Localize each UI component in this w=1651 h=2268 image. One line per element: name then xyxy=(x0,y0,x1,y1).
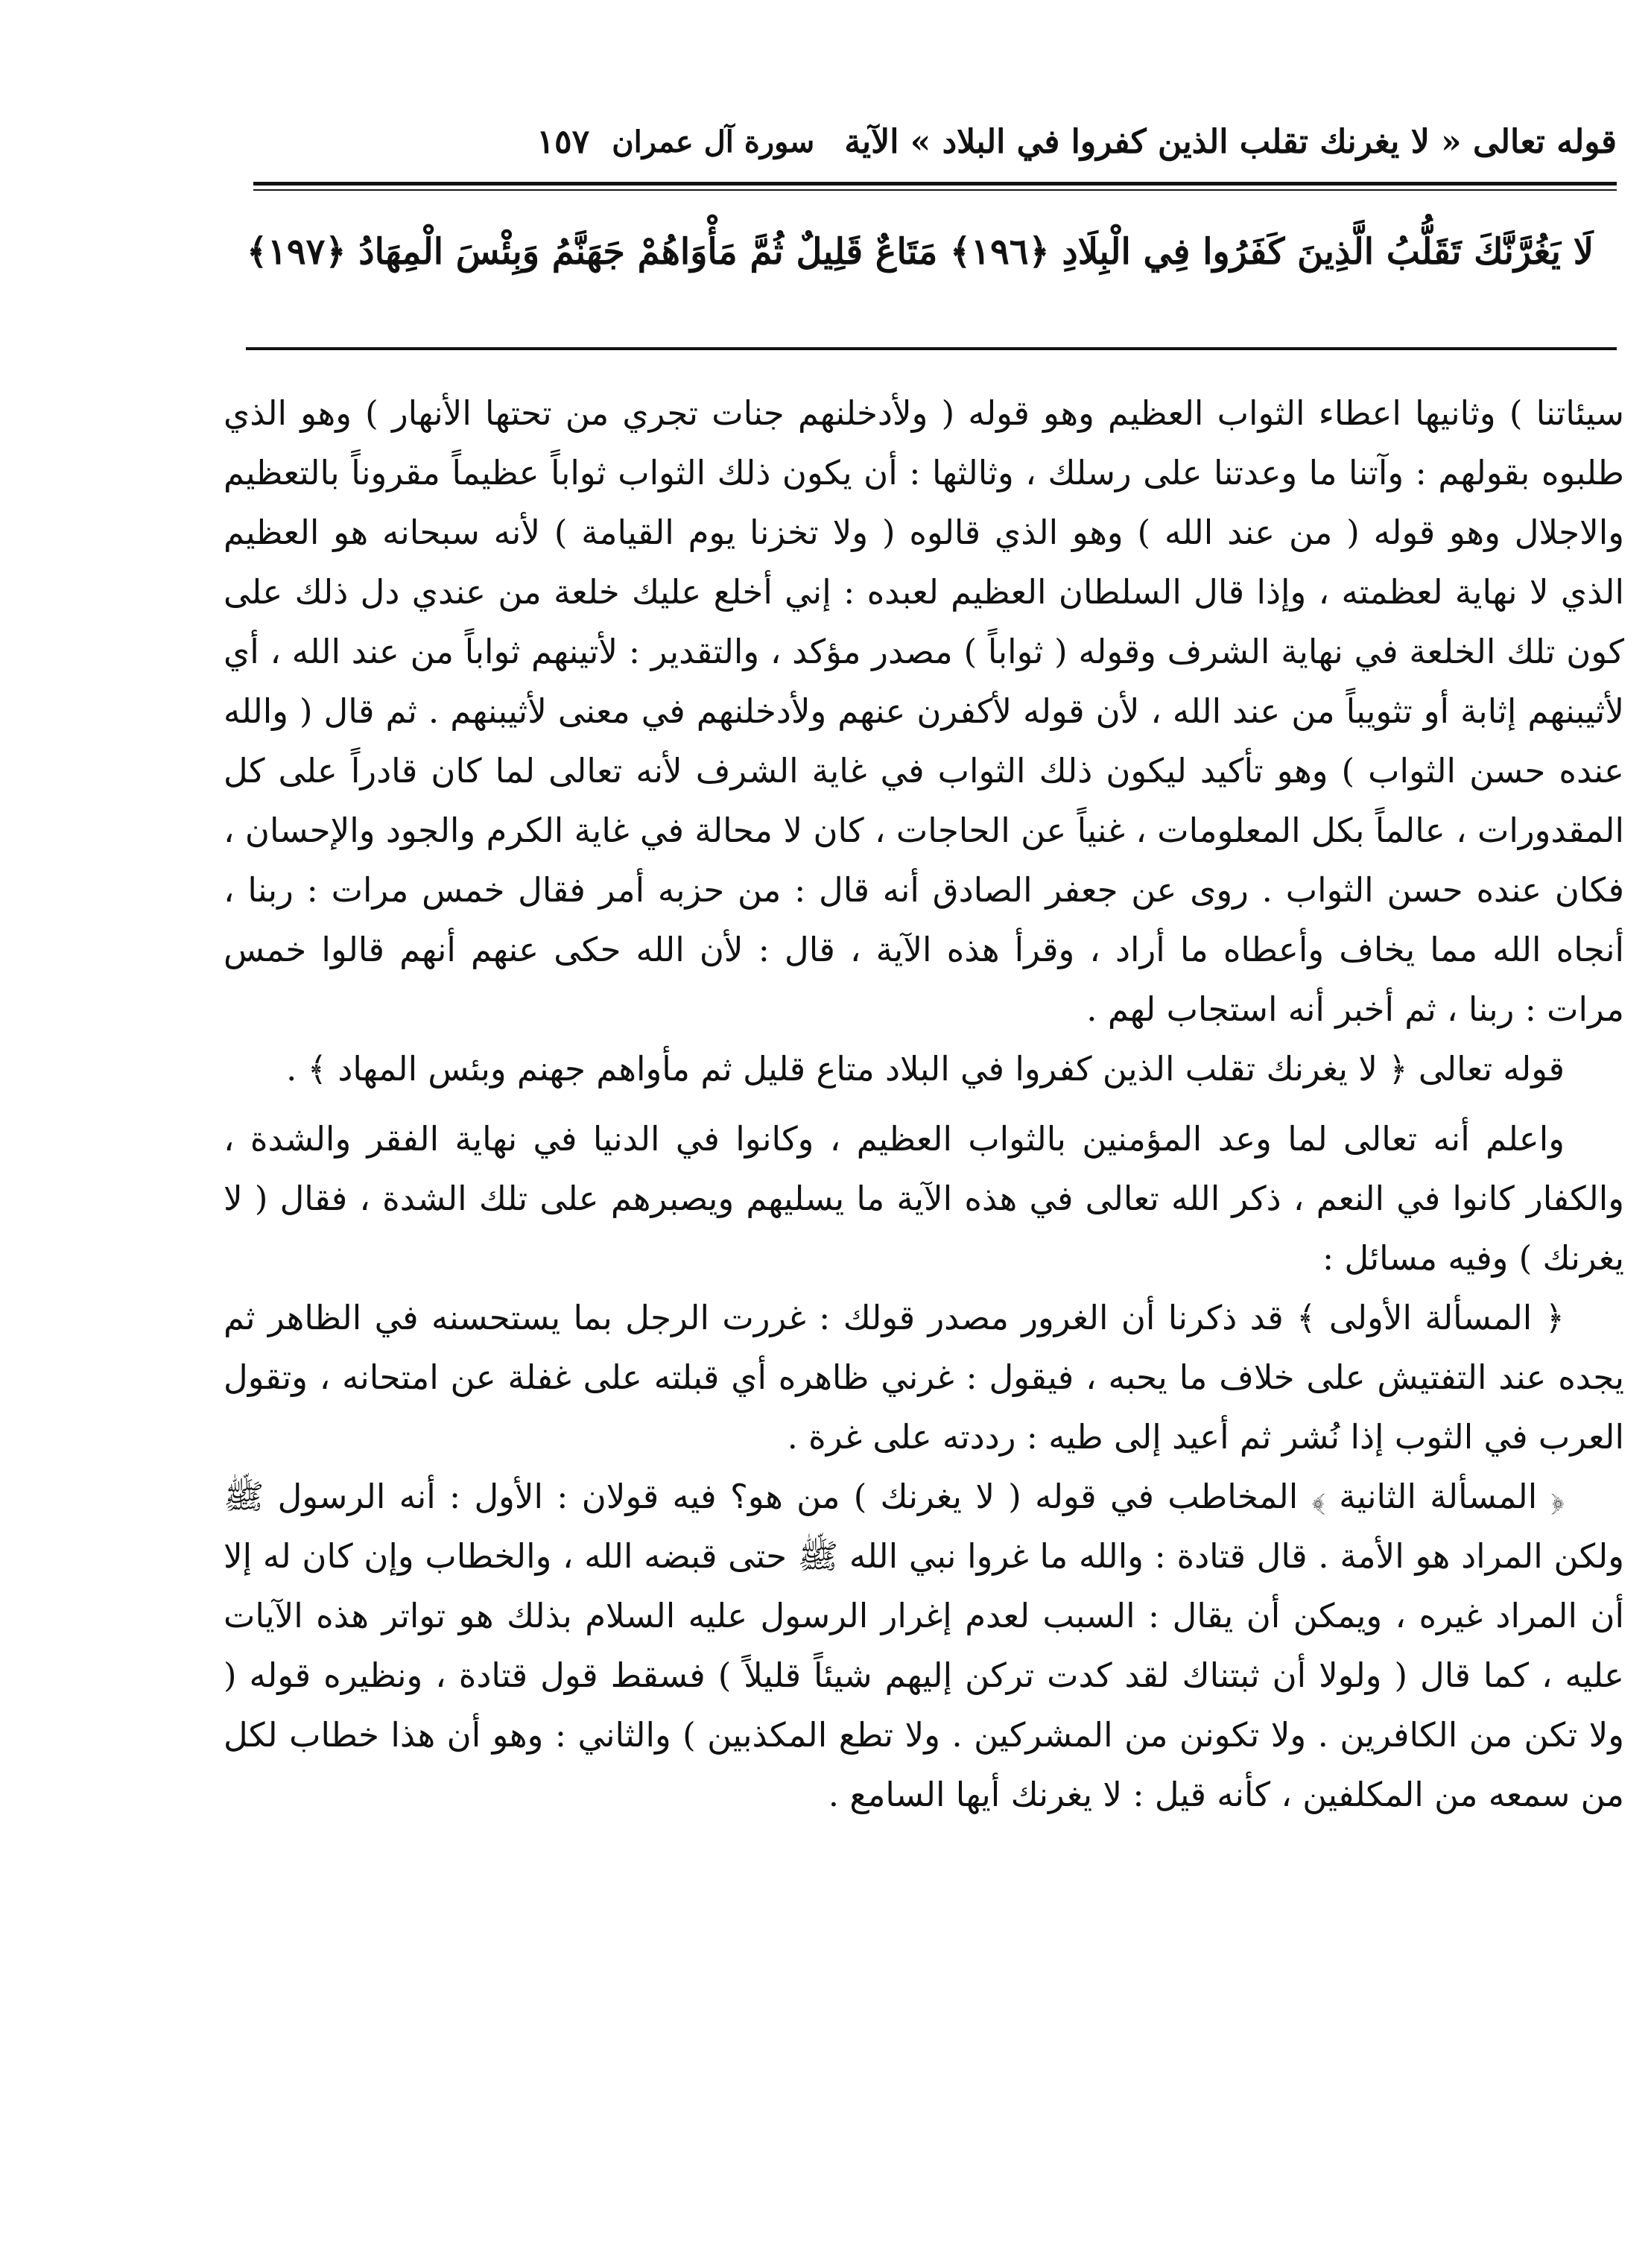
quran-verse-text: لَا يَغُرَّنَّكَ تَقَلُّبُ الَّذِينَ كَفَرُوا فِي الْبِلَادِ ﴿١٩٦﴾ مَتَاعٌ قَلِيلٌ ثُمَّ مَأْوَاهُمْ جَهَنَّمُ وَبِئْسَ الْمِهَادُ ﴿١٩٧﴾ xyxy=(246,231,1594,273)
commentary-body xyxy=(224,384,1624,1825)
header-rule-thin xyxy=(253,189,1617,191)
header-surah-name: سورة آل عمران xyxy=(612,124,815,159)
page-number: ١٥٧ xyxy=(536,122,590,161)
paragraph-2: قوله تعالى ﴿ لا يغرنك تقلب الذين كفروا في البلاد متاع قليل ثم مأواهم جهنم وبئس المهاد ﴾ . xyxy=(286,1049,1565,1089)
paragraph-4: ﴿ المسألة الأولى ﴾ قد ذكرنا أن الغرور مصدر قولك : غررت الرجل بما يستحسنه في الظاهر ثم يجده عند التفتيش على خلاف ما يحبه ، فيقول : غرني ظاهره أي قبلته على غفلة عن امتحانه ، وتقول العرب في الثوب إذا نُشر ثم أعيد إلى طيه : رددته على غرة . xyxy=(224,1298,1624,1457)
paragraph-5: ﴿ المسألة الثانية ﴾ المخاطب في قوله ( لا يغرنك ) من هو؟ فيه قولان : الأول : أنه الرسول ﷺ ولكن المراد هو الأمة . قال قتادة : والله ما غروا نبي الله ﷺ حتى قبضه الله ، والخطاب وإن كان له إلا أن المراد غيره ، ويمكن أن يقال : السبب لعدم إغرار الرسول عليه السلام بذلك هو تواتر هذه الآيات عليه ، كما قال ( ولولا أن ثبتناك لقد كدت تركن إليهم شيئاً قليلاً ) فسقط قول قتادة ، ونظيره قوله ( ولا تكن من الكافرين . ولا تكونن من المشركين . ولا تطع المكذبين ) والثاني : وهو أن هذا خطاب لكل من سمعه من المكلفين ، كأنه قيل : لا يغرنك أيها السامع . xyxy=(224,1477,1624,1814)
running-header xyxy=(253,112,1617,171)
quran-verse-block xyxy=(224,200,1617,304)
header-rule xyxy=(253,182,1617,186)
verse-rule xyxy=(246,347,1617,350)
paragraph-1: سيئاتنا ) وثانيها اعطاء الثواب العظيم وهو قوله ( ولأدخلنهم جنات تجري من تحتها الأنهار ) وهو الذي طلبوه بقولهم : وآتنا ما وعدتنا على رسلك ، وثالثها : أن يكون ذلك الثواب ثواباً عظيماً مقروناً بالتعظيم والاجلال وهو قوله ( من عند الله ) وهو الذي قالوه ( ولا تخزنا يوم القيامة ) لأنه سبحانه هو العظيم الذي لا نهاية لعظمته ، وإذا قال السلطان العظيم لعبده : إني أخلع عليك خلعة من عندي دل ذلك على كون تلك الخلعة في نهاية الشرف وقوله ( ثواباً ) مصدر مؤكد ، والتقدير : لأتينهم ثواباً من عند الله ، أي لأثيبنهم إثابة أو تثويباً من عند الله ، لأن قوله لأكفرن عنهم ولأدخلنهم في معنى لأثيبنهم . ثم قال ( والله عنده حسن الثواب ) وهو تأكيد ليكون ذلك الثواب في غاية الشرف لأنه تعالى لما كان قادراً على كل المقدورات ، عالماً بكل المعلومات ، غنياً عن الحاجات ، كان لا محالة في غاية الكرم والجود والإحسان ، فكان عنده حسن الثواب . روى عن جعفر الصادق أنه قال : من حزبه أمر فقال خمس مرات : ربنا ، أنجاه الله مما يخاف وأعطاه ما أراد ، وقرأ هذه الآية ، قال : لأن الله حكى عنهم أنهم قالوا خمس مرات : ربنا ، ثم أخبر أنه استجاب لهم . xyxy=(224,393,1624,1029)
paragraph-3: واعلم أنه تعالى لما وعد المؤمنين بالثواب العظيم ، وكانوا في الدنيا في نهاية الفقر والشدة ، والكفار كانوا في النعم ، ذكر الله تعالى في هذه الآية ما يسليهم ويصبرهم على تلك الشدة ، فقال ( لا يغرنك ) وفيه مسائل : xyxy=(224,1119,1624,1278)
header-title: قوله تعالى « لا يغرنك تقلب الذين كفروا في البلاد » الآية xyxy=(844,122,1617,161)
